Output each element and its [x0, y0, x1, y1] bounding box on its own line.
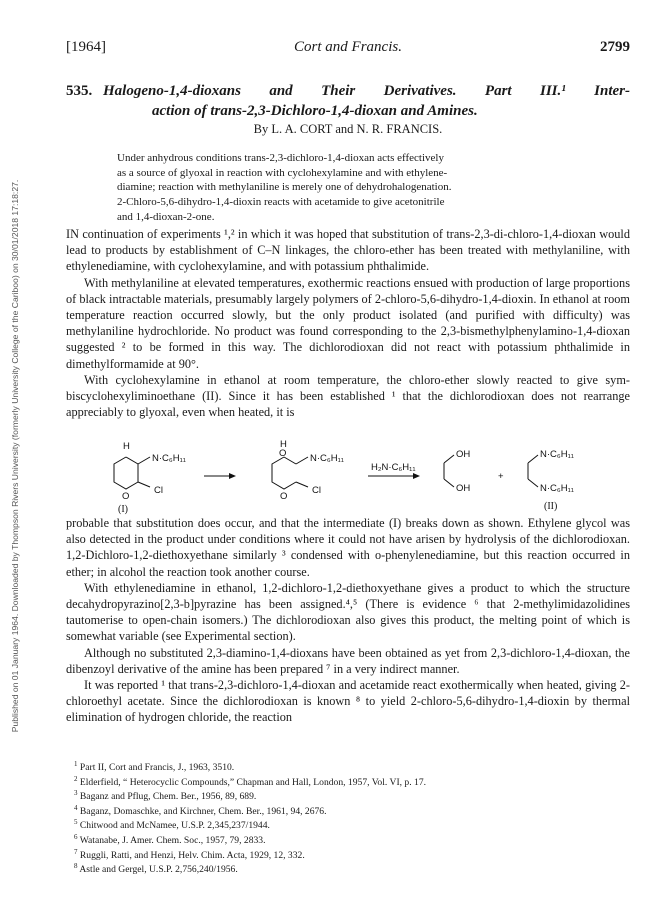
amine-group-label: N·C₆H₁₁	[152, 453, 186, 464]
paragraph: Although no substituted 2,3-diamino-1,4-dioxans have been obtained as yet from 2,3-dichloro-1,4-dioxan, the dibenzoyl derivative of the amine has been prepared ⁷ in a very indirect manner.	[66, 645, 630, 676]
footnote: $^2$ Elderfield, “ Heterocyclic Compounds,” Chapman and Hall, London, 1957, Vol. VI, p. 17.	[74, 774, 427, 788]
paragraph: It was reported ¹ that trans-2,3-dichloro-1,4-dioxan and acetamide react exothermically when heated, giving 2-chloroethyl acetate. Since the dichlorodioxan is known ⁸ to yield 2-chloro-5,6-dihydro-1,4-dioxin by thermal elimination of hydrogen chloride, the reaction	[66, 678, 630, 725]
amine-group-label: N·C₆H₁₁	[310, 453, 344, 464]
hydroxyl-label: OH	[456, 483, 471, 494]
abstract-line: as a source of glyoxal in reaction with cyclohexylamine and with ethylene-	[117, 166, 448, 179]
hydrogen-label: H	[123, 441, 130, 452]
abstract-line: diamine; reaction with methylaniline is merely one of dehydrohalogenation.	[117, 181, 452, 194]
abstract-line: and 1,4-dioxan-2-one.	[117, 210, 215, 223]
byline: By L. A. CORT and N. R. FRANCIS.	[253, 122, 443, 136]
title-line-2: action of trans-2,3-Dichloro-1,4-dioxan and Amines.	[152, 103, 478, 119]
running-header	[66, 39, 630, 59]
hydroxyl-label: OH	[456, 449, 471, 460]
hydrogen-label: H	[280, 439, 287, 450]
reaction-scheme	[66, 435, 630, 515]
article-number: 535.	[66, 83, 93, 99]
compound-label-II: (II)	[544, 501, 558, 512]
chlorine-label: Cl	[312, 485, 321, 496]
footnote: $^8$ Astle and Gergel, U.S.P. 2,756,240/1956.	[74, 862, 238, 876]
plus-sign: +	[498, 471, 504, 482]
imine-group-label: N·C₆H₁₁	[540, 483, 574, 494]
chlorine-label: Cl	[154, 485, 163, 496]
sidebar-watermark	[10, 0, 20, 912]
imine-group-label: N·C₆H₁₁	[540, 449, 574, 460]
footnote: $^4$ Baganz, Domaschke, and Kirchner, Chem. Ber., 1961, 94, 2676.	[74, 803, 327, 817]
title-line-1: Halogeno-1,4-dioxans and Their Derivatives. Part III.¹ Inter-	[103, 83, 630, 99]
footnotes	[66, 759, 630, 876]
oxygen-label: O	[279, 448, 287, 459]
paragraph: probable that substitution does occur, and that the intermediate (I) breaks down as shown. Ethylene glycol was also detected in the product under conditions where it could not have arisen by hydrolysis of the dichlorodioxan. 1,2-Dichloro-1,2-diethoxyethane similarly ³ condensed with o-phenylenediamine, but this reaction occurred in ether; in alcohol the reaction took another course.	[66, 516, 630, 579]
paragraph: With methylaniline at elevated temperatures, exothermic reactions ensued with production of large proportions of black intractable materials, presumably largely polymers of 2-chloro-5,6-dihydro-1,4-dioxin. In ethanol at room temperature reaction occurred slowly, but the only product isolated (and purified with difficulty) was methylaniline hydrochloride. No product was found corresponding to the 2,3-bismethylphenylamino-1,4-dioxan suggested ² to be formed in this way. The dichlorodioxan did not react with potassium phthalimide in dimethylformamide at 90°.	[66, 275, 630, 371]
reagent-label: H₂N·C₆H₁₁	[371, 462, 416, 473]
body-text-lower	[66, 515, 630, 726]
footnote: $^5$ Chitwood and McNamee, U.S.P. 2,345,237/1944.	[74, 818, 270, 832]
paragraph: IN continuation of experiments ¹,² in which it was hoped that substitution of trans-2,3-di-chloro-1,4-dioxan would lead to products by establishment of C–N linkages, the chloro-ether has been treated with methylaniline, with ethylenediamine, with cyclohexylamine, and with potassium phthalimide.	[66, 227, 630, 274]
paragraph: With cyclohexylamine in ethanol at room temperature, the chloro-ether slowly reacted to give sym-biscyclohexyliminoethane (II). Since it has been established ¹ that the dichlorodioxan does not rearrange appreciably to glyoxal, even when heated, it is	[66, 372, 630, 420]
footnote: $^3$ Baganz and Pflug, Chem. Ber., 1956, 89, 689.	[74, 789, 257, 803]
header-page-number: 2799	[600, 39, 630, 55]
footnote: $^7$ Ruggli, Ratti, and Henzi, Helv. Chim. Acta, 1929, 12, 332.	[74, 847, 305, 861]
footnote: $^1$ Part II, Cort and Francis, J., 1963, 3510.	[74, 760, 235, 774]
body-text-upper	[66, 226, 630, 420]
oxygen-label: O	[280, 491, 288, 502]
header-year: [1964]	[66, 39, 106, 55]
reaction-scheme-drawing	[66, 435, 630, 515]
compound-label-I: (I)	[118, 504, 128, 515]
footnote: $^6$ Watanabe, J. Amer. Chem. Soc., 1957, 79, 2833.	[74, 832, 266, 847]
abstract	[117, 151, 583, 225]
oxygen-label: O	[122, 491, 130, 502]
paragraph: With ethylenediamine in ethanol, 1,2-dichloro-1,2-diethoxyethane gives a product to which the structure decahydropyrazino[2,3-b]pyrazine has been assigned.⁴,⁵ (There is evidence ⁶ that 2-methylimidazolidines tautomerise to open-chain isomers.) The dichlorodioxan also gives this product, the melting point of which is somewhat variable (see Experimental section).	[66, 580, 630, 644]
download-notice: Published on 01 January 1964. Downloaded by Thompson Rivers University (formerly University College of the Cariboo) on 30/01/2018 17:18:27.	[10, 179, 20, 733]
abstract-line: Under anhydrous conditions trans-2,3-dichloro-1,4-dioxan acts effectively	[117, 152, 444, 164]
abstract-line: 2-Chloro-5,6-dihydro-1,4-dioxin reacts with acetamide to give acetonitrile	[117, 196, 445, 209]
header-authors: Cort and Francis.	[294, 39, 402, 55]
